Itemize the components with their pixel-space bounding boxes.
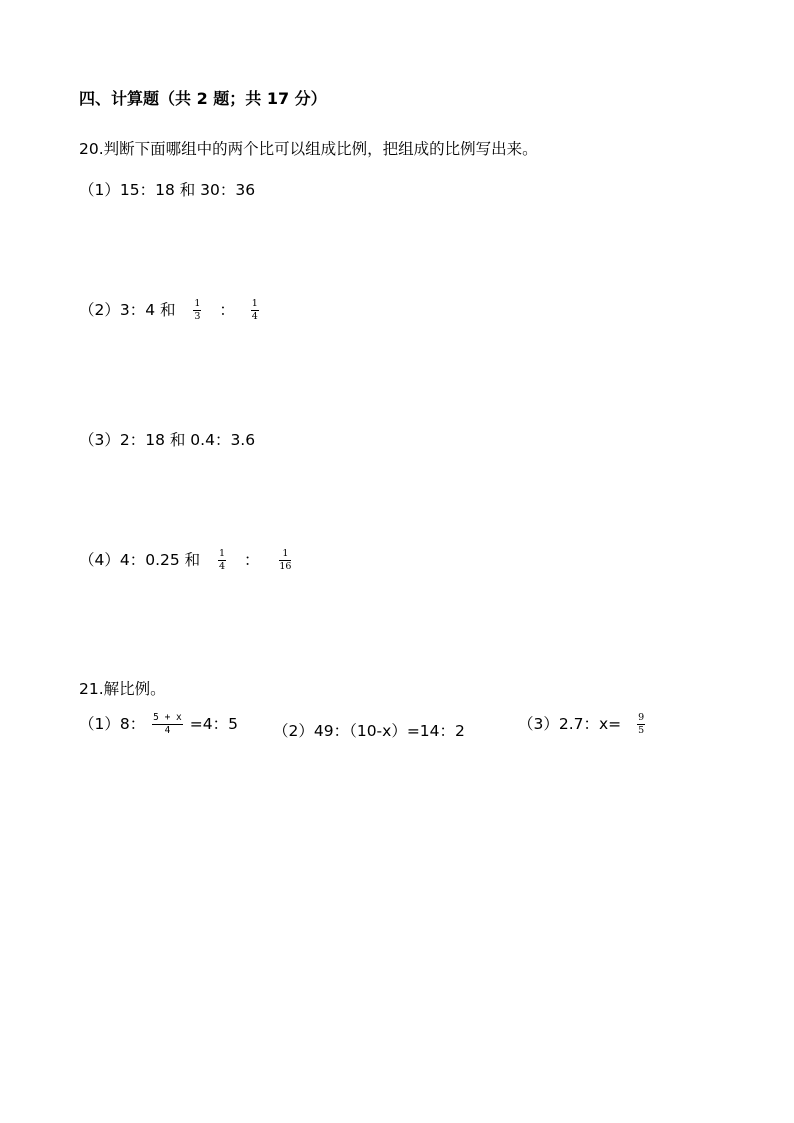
fraction-denominator: 4 xyxy=(219,561,226,572)
fraction-denominator: 5 xyxy=(638,725,645,736)
fraction-five-plus-x-over-four xyxy=(152,713,183,737)
question-21-problem-3 xyxy=(518,712,647,736)
ratio-colon: ： xyxy=(243,551,260,569)
fraction-numerator: 1 xyxy=(279,549,291,561)
problem-3-prefix: （3）2.7：x= xyxy=(518,715,622,733)
question-20-item-3: （3）2：18 和 0.4：3.6 xyxy=(79,431,256,449)
question-21-problem-2: （2）49：（10-x）=14：2 xyxy=(273,722,465,740)
fraction-numerator: 1 xyxy=(218,549,226,561)
fraction-one-third xyxy=(193,299,201,323)
item-4-prefix: （4）4：0.25 和 xyxy=(79,551,201,569)
fraction-denominator: 3 xyxy=(194,311,201,322)
question-20-title: 20.判断下面哪组中的两个比可以组成比例，把组成的比例写出来。 xyxy=(79,140,538,158)
section-heading: 四、计算题（共 2 题；共 17 分） xyxy=(79,89,327,108)
fraction-numerator: 5 + x xyxy=(152,713,183,725)
ratio-colon: ： xyxy=(219,301,235,319)
question-20-item-2 xyxy=(79,298,261,322)
question-21-title: 21.解比例。 xyxy=(79,680,166,698)
question-20-item-1: （1）15：18 和 30：36 xyxy=(79,181,256,199)
item-2-prefix: （2）3：4 和 xyxy=(79,301,176,319)
fraction-nine-fifths xyxy=(637,713,645,737)
fraction-numerator: 9 xyxy=(637,713,645,725)
problem-1-suffix: =4：5 xyxy=(189,715,238,733)
question-20-item-4 xyxy=(79,548,293,572)
fraction-denominator: 4 xyxy=(164,725,171,736)
fraction-one-fourth xyxy=(218,549,226,573)
problem-1-prefix: （1）8： xyxy=(79,715,146,733)
fraction-denominator: 16 xyxy=(279,561,292,572)
fraction-numerator: 1 xyxy=(251,299,259,311)
fraction-numerator: 1 xyxy=(193,299,201,311)
fraction-denominator: 4 xyxy=(251,311,258,322)
fraction-one-fourth xyxy=(251,299,259,323)
question-21-problem-1 xyxy=(79,712,238,736)
fraction-one-sixteenth xyxy=(279,549,291,573)
